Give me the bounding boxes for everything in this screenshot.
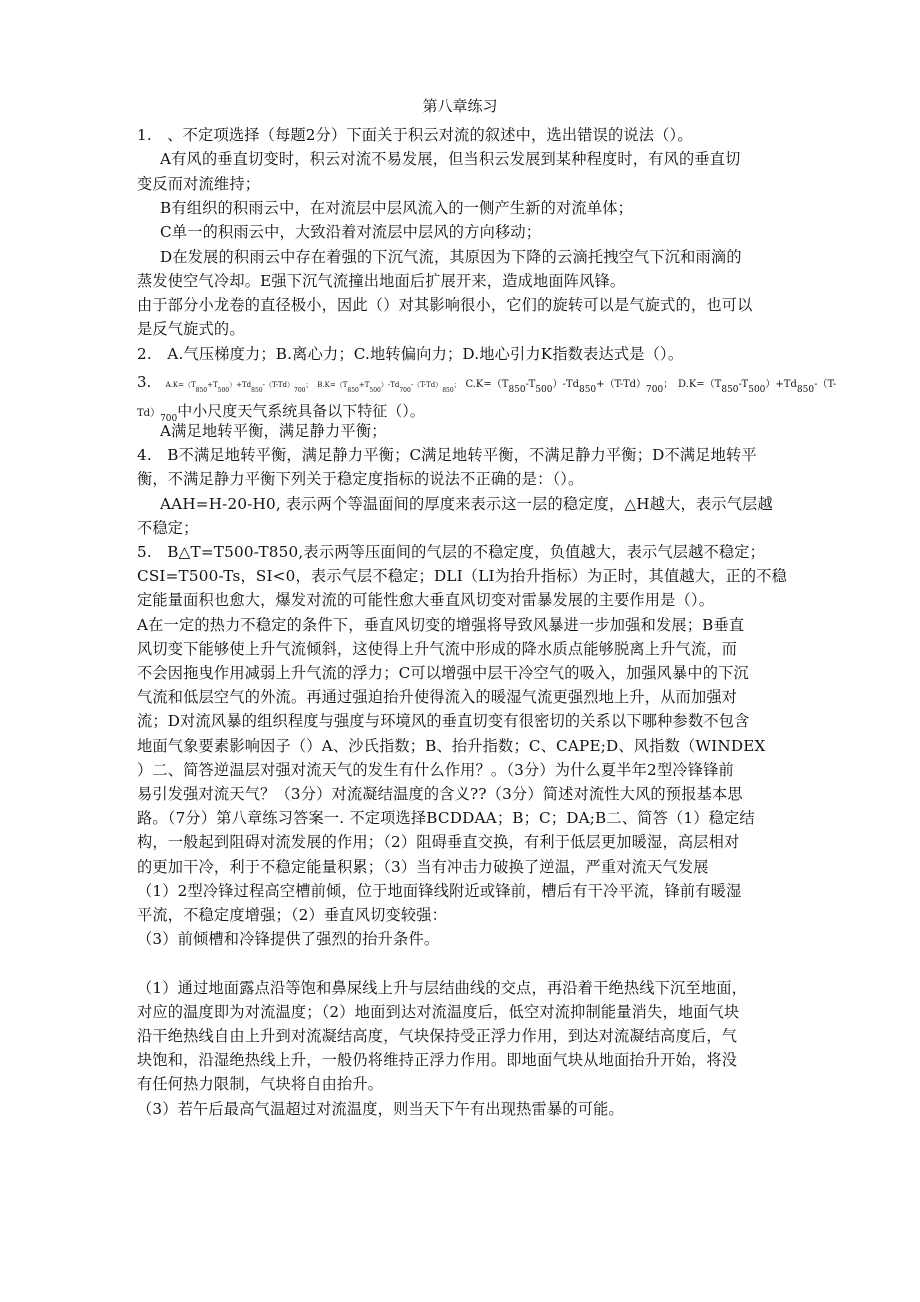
- text-line: 平流，不稳定度增强；（2）垂直风切变较强：: [137, 906, 448, 924]
- text-line: ）二、简答逆温层对强对流天气的发生有什么作用？。（3分）为什么夏半年2型冷锋锋前: [137, 760, 734, 779]
- text-line: 2. A.气压梯度力；B.离心力；C.地转偏向力；D.地心引力K指数表达式是（）。: [137, 344, 684, 363]
- text-line: 路。（7分）第八章练习答案一. 不定项选择BCDDAA；B；C；DA;B二、简答（1）稳定结: [137, 809, 755, 828]
- text-line: A有风的垂直切变时，积云对流不易发展，但当积云发展到某种程度时，有风的垂直切: [160, 150, 741, 169]
- option-a-formula: $A.K=(T_{850}+T_{500})+Td_{850}-(T-Td)_{700}$；: [165, 381, 313, 394]
- text-line: 4. B不满足地转平衡，满足静力平衡；C满足地转平衡，不满足静力平衡；D不满足地转平: [137, 446, 757, 465]
- text-line: 构，一般起到阻碍对流发展的作用；（2）阻碍垂直交换，有利于低层更加暖湿，高层相对: [137, 833, 740, 852]
- text-line: （1）2型冷锋过程高空槽前倾，位于地面锋线附近或锋前，槽后有干冷平流，锋前有暖湿: [137, 881, 742, 900]
- text-line: 定能量面积也愈大，爆发对流的可能性愈大垂直风切变对雷暴发展的主要作用是（）。: [137, 591, 715, 610]
- text-line: 风切变下能够使上升气流倾斜，这使得上升气流中形成的降水质点能够脱离上升气流，而: [137, 639, 738, 658]
- text-line: 1. 、不定项选择（每题2分）下面关于积云对流的叙述中，选出错误的说法（）。: [137, 126, 693, 144]
- text-line: 由于部分小龙卷的直径极小，因此（）对其影响很小，它们的旋转可以是气旋式的，也可以: [137, 296, 753, 315]
- text-line: （1）通过地面露点沿等饱和鼻屎线上升与层结曲线的交点，再沿着干绝热线下沉至地面，: [137, 978, 747, 997]
- text-line: 蒸发使空气冷却。E强下沉气流撞出地面后扩展开来，造成地面阵风锋。: [137, 271, 626, 290]
- formula-continuation: $Td)_{700}$中小尺度天气系统具备以下特征（）。: [137, 402, 425, 424]
- text-line: D在发展的积雨云中存在着强的下沉气流，其原因为下降的云滴托拽空气下沉和雨滴的: [160, 247, 742, 266]
- text-line: A在一定的热力不稳定的条件下，垂直风切变的增强将导致风暴进一步加强和发展；B垂直: [137, 615, 745, 634]
- text-line: A满足地转平衡，满足静力平衡；: [160, 422, 387, 440]
- text-line: 易引发强对流天气？（3分）对流凝结温度的含义??（3分）简述对流性大风的预报基本思: [137, 785, 743, 803]
- text-line: AAH=H-20-H0, 表示两个等温面间的厚度来表示这一层的稳定度，△H越大，表示气层越: [160, 494, 773, 513]
- text-line: 衡，不满足静力平衡下列关于稳定度指标的说法不正确的是：（）。: [137, 470, 584, 489]
- text-line: 气流和低层空气的外流。再通过强迫抬升使得流入的暖湿气流更强烈地上升，从而加强对: [137, 688, 738, 707]
- text-line: 变反而对流维持；: [137, 174, 261, 193]
- text-line: （3）若午后最高气温超过对流温度，则当天下午有出现热雷暴的可能。: [137, 1099, 624, 1118]
- text-line: CSI=T500-Ts，SI<0，表示气层不稳定；DLI（LI为抬升指标）为正时，其值越大，正的不稳: [137, 567, 788, 586]
- option-b-formula: $B.K=(T_{850}+T_{500})-Td_{700}-(T-Td)_{850}$；: [317, 381, 461, 394]
- question-number: 3.: [137, 373, 152, 391]
- text-line: 是反气旋式的。: [137, 320, 245, 339]
- text-line: 5. B△T=T500-T850,表示两等压面间的气层的不稳定度，负值越大，表示气层越不稳定；: [137, 543, 766, 561]
- text-line: 不会因拖曳作用减弱上升气流的浮力；C可以增强中层干冷空气的吸入，加强风暴中的下沉: [137, 664, 749, 682]
- text-line: 对应的温度即为对流温度；（2）地面到达对流温度后，低空对流抑制能量消失，地面气块: [137, 1002, 740, 1021]
- text-line: C单一的积雨云中，大致沿着对流层中层风的方向移动；: [160, 223, 542, 242]
- text-line: 块饱和，沿湿绝热线上升，一般仍将维持正浮力作用。即地面气块从地面抬升开始，将没: [137, 1051, 738, 1070]
- text-line: 不稳定；: [137, 518, 199, 537]
- text-line: （3）前倾槽和冷锋提供了强烈的抬升条件。: [137, 930, 440, 949]
- option-c-formula: $C.K=(T_{850}-T_{500})-Td_{850}+(T-Td)_{700}$；: [465, 379, 674, 395]
- text-line: 流；D对流风暴的组织程度与强度与环境风的垂直切变有很密切的关系以下哪种参数不包含: [137, 712, 750, 731]
- text-line: 沿干绝热线自由上升到对流凝结高度，气块保持受正浮力作用，到达对流凝结高度后，气: [137, 1027, 738, 1045]
- page-title: 第八章练习: [422, 97, 498, 115]
- option-d-formula: $D.K=(T_{850}-T_{500})+Td_{850}-(T-$: [677, 379, 837, 395]
- text-line: B有组织的积雨云中，在对流层中层风流入的一侧产生新的对流单体；: [160, 198, 633, 217]
- text-line: 的更加干冷，利于不稳定能量积累；（3）当有冲击力破换了逆温，严重对流天气发展: [137, 857, 709, 876]
- text-line: 地面气象要素影响因子（）A、沙氏指数；B、抬升指数；C、CAPE;D、风指数（WINDEX: [137, 736, 766, 755]
- text-line: 有任何热力限制，气块将自由抬升。: [137, 1075, 384, 1094]
